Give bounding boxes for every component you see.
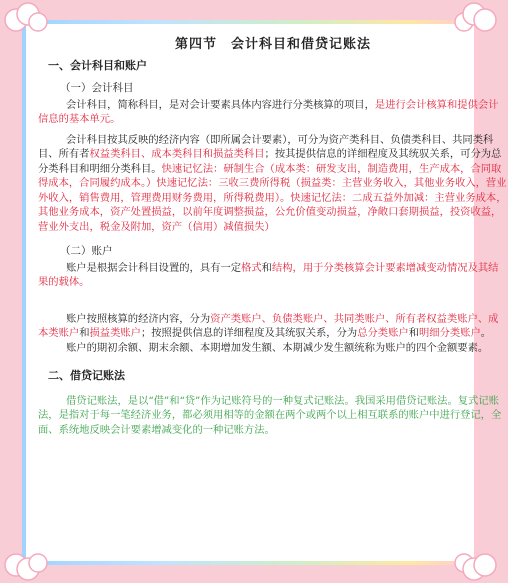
page-title: 第四节 会计科目和借贷记账法 <box>174 37 371 52</box>
account-def-highlight: ，用于分类核算会计要素增减变动情况及其结果的载体。 <box>38 261 499 288</box>
classification-text: 会计科目按其反映的经济内容（即所属会计要素），可分为资产类科目、负债类科目、共同类科目、所有者 <box>38 133 494 160</box>
cloud-decoration-icon <box>0 0 50 36</box>
paragraph-four-amounts: 账户的期初余额、期末余额、本期增加发生额、本期减少发生额统称为账户的四个金额要素。 <box>66 341 489 354</box>
profit-loss-highlight: 损益类账户 <box>89 327 141 339</box>
memory-tips: 快速记忆法：研制生合（成本类：研发支出，制造费用，生产成本，合同取得成本，合同履约成本。）快速记忆法：三收三费所得税（损益类：主营业务收入，其他业务收入，营业外收入，销售费用，管理费用财务费用，所得税费用）。快速记忆法：二成五益外加减：主营业务成本，其他业务成本，资产处置损益，以前年度调整损益，公允价值变动损益，净敞口套期损益，投资收益，营业外支出，税金及附加，资产（信用）减值损失） <box>38 162 507 233</box>
conjunction: 和 <box>261 261 272 274</box>
paragraph-definition <box>38 98 508 127</box>
structure-highlight: 结构 <box>271 261 293 274</box>
definition-text: 会计科目，简称科目，是对会计要素具体内容进行分类核算的项目， <box>66 98 375 111</box>
types-end: 。 <box>480 327 492 339</box>
document-content <box>38 38 508 437</box>
cloud-decoration-icon <box>0 547 50 583</box>
general-ledger-highlight: 总分类账户 <box>357 327 409 339</box>
format-highlight: 格式 <box>241 261 262 274</box>
paragraph-account-definition <box>38 261 508 290</box>
types-text-2: ；按照提供信息的详细程度及其统驭关系，分为 <box>140 327 358 339</box>
subheading-accounts: （二）账户 <box>60 245 113 257</box>
types-highlight: 资产类账户、负债类账户、共同类账户、所有者权益类账户、成本类账户 <box>38 312 499 339</box>
types-text: 账户按照核算的经济内容，分为 <box>66 312 211 325</box>
subsidiary-ledger-highlight: 明细分类账户 <box>418 327 481 339</box>
page-frame <box>22 20 507 565</box>
types-conj: 和 <box>79 327 90 339</box>
document-sheet <box>26 24 507 561</box>
section-heading-accounts: 一、会计科目和账户 <box>48 58 147 72</box>
definition-highlight: 是进行会计核算和提供会计信息的基本单元。 <box>38 98 499 125</box>
classification-highlight: 权益类科目、成本类科目和损益类科目 <box>89 148 265 160</box>
subheading-accounting-subjects: （一）会计科目 <box>60 82 134 94</box>
types-conj-2: 和 <box>408 327 419 339</box>
paragraph-account-types <box>38 312 508 341</box>
cloud-decoration-icon <box>450 547 500 583</box>
account-def-text: 账户是根据会计科目设置的，具有一定 <box>66 261 242 274</box>
paragraph-debit-credit: 借贷记账法，是以“借”和“贷”作为记账符号的一种复式记账法。我国采用借贷记账法。复式记账法，是指对于每一笔经济业务，都必须用相等的金额在两个或两个以上相互联系的账户中进行登记，全面、系统地反映会计要素增减变化的一种记账方法。 <box>38 394 502 436</box>
cloud-decoration-icon <box>450 0 500 36</box>
classification-text-2: ；按其提供信息的详细程度及其统驭关系，可分为总分类科目和明细分类科目。 <box>38 148 502 175</box>
section-heading-debit-credit: 二、借贷记账法 <box>48 369 125 382</box>
paragraph-classification <box>38 133 508 235</box>
